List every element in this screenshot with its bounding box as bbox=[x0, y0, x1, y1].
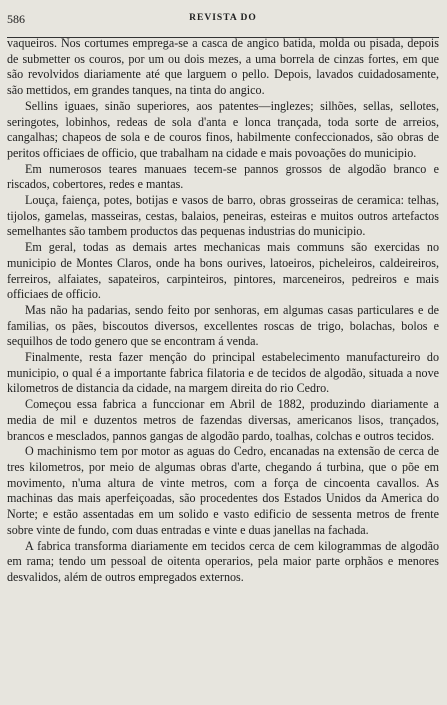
running-title: REVISTA DO bbox=[189, 13, 257, 23]
page-header bbox=[7, 12, 439, 28]
paragraph-4: Louça, faiença, potes, botijas e vasos de barro, obras grosseiras de ceramica: telhas, tijolos, gamelas, masseiras, cestas, balaios, peneiras, esteiras e muitos outros artefactos semelhantes são tambem productos das pequenas industrias do municipio. bbox=[7, 193, 439, 239]
paragraph-1: vaqueiros. Nos cortumes emprega-se a casca de angico batida, molda ou pisada, depois de submetter os couros, por um ou dois mezes, a uma borrela de cinzas fortes, em que são revolvidos diariamente até que larguem o pello. Depois, lavados cuidadosamente, são mettidos, em grandes tanques, na tinta do angico. bbox=[7, 36, 439, 98]
paragraph-7: Finalmente, resta fazer menção do principal estabelecimento manufactureiro do municipio, o qual é a importante fabrica filatoria e de tecidos de algodão, situada a nove kilometros de distancia da cidade, na margem direita do rio Cedro. bbox=[7, 350, 439, 396]
paragraph-5: Em geral, todas as demais artes mechanicas mais communs são exercidas no municipio de Montes Claros, onde ha bons ourives, latoeiros, picheleiros, caldeireiros, ferreiros, alfaiates, sapateiros, carpinteiros, pintores, marceneiros, pedreiros e mais officiaes de officio. bbox=[7, 240, 439, 302]
paragraph-10: A fabrica transforma diariamente em tecidos cerca de cem kilogrammas de algodão em rama; tendo um pessoal de oitenta operarios, pela maior parte orphãos e menores desvalidos, além de outros empregados externos. bbox=[7, 538, 439, 584]
paragraph-2: Sellins iguaes, sinão superiores, aos patentes—inglezes; silhões, sellas, sellotes, seringotes, lobinhos, redeas de sola d'anta e lonca trançada, toda sorte de arreios, cangalhas; chapeos de sola e de couros finos, habilmente confeccionados, são obras de peritos officiaes de officio, que trabalham na cidade e mais povoações do municipio. bbox=[7, 98, 439, 160]
paragraph-6: Mas não ha padarias, sendo feito por senhoras, em algumas casas particulares e de familias, os pães, biscoutos diversos, excellentes roscas de trigo, bolachas, bolos e sequilhos de todo genero que se encontram á venda. bbox=[7, 302, 439, 349]
paragraph-8: Começou essa fabrica a funccionar em Abril de 1882, produzindo diariamente a media de mil e duzentos metros de fazendas diversas, americanos lisos, trançados, brancos e mesclados, pannos gangas de algodão pardo, toalhas, colchas e outros tecidos. bbox=[7, 397, 439, 443]
page-body bbox=[7, 36, 439, 586]
paragraph-3: Em numerosos teares manuaes tecem-se pannos grossos de algodão branco e riscados, cobertores, redes e mantas. bbox=[7, 161, 439, 192]
page-number: 586 bbox=[7, 12, 25, 26]
paragraph-9: O machinismo tem por motor as aguas do Cedro, encanadas na extensão de cerca de tres kilometros, por meio de algumas obras d'arte, chegando á turbina, que o põe em movimento, n'uma altura de vinte metros, com a força de cincoenta cavallos. As machinas das mais aperfeiçoadas, são procedentes dos Estados Unidos da America do Norte; e estão assentadas em um solido e vasto edificio de sessenta metros de frente sobre vinte de fundo, com duas entradas e vinte e duas janellas na fachada. bbox=[7, 444, 439, 537]
